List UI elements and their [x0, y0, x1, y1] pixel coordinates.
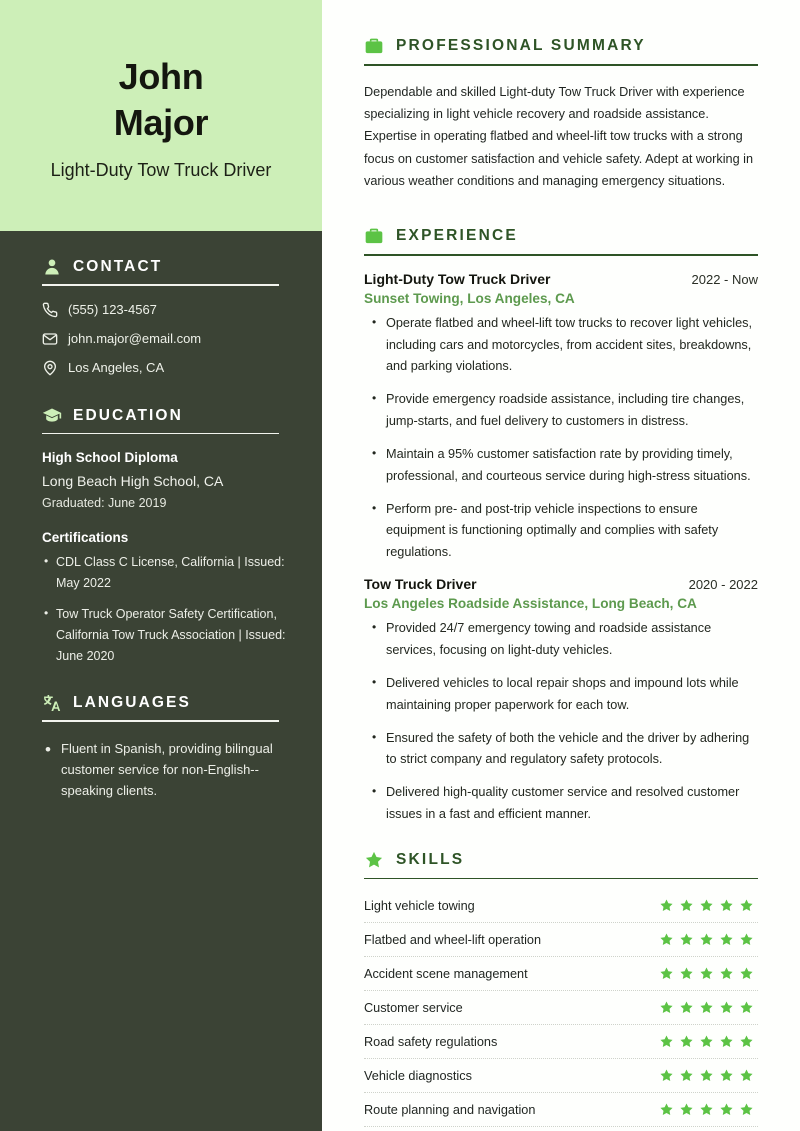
star-icon: [659, 966, 674, 981]
job-date: 2022 - Now: [691, 271, 758, 287]
star-icon: [659, 932, 674, 947]
skill-name: Route planning and navigation: [364, 1102, 536, 1117]
email-icon: [42, 331, 58, 347]
skill-row: [364, 957, 758, 991]
star-icon: [364, 850, 384, 870]
name-header: [0, 0, 322, 231]
job-date: 2020 - 2022: [688, 577, 758, 593]
skill-name: Customer service: [364, 1000, 463, 1015]
job-company: Sunset Towing, Los Angeles, CA: [364, 290, 575, 306]
star-icon: [679, 1102, 694, 1117]
languages-section: [42, 693, 294, 801]
phone-icon: [42, 302, 58, 318]
list-item: • Delivered vehicles to local repair shops and impound lots while maintaining proper paperwork for each tow.: [364, 673, 758, 717]
skill-name: Road safety regulations: [364, 1034, 498, 1049]
main-content: [322, 0, 800, 1131]
star-icon: [719, 1068, 734, 1083]
contact-divider: [42, 284, 279, 286]
summary-heading-row: [364, 36, 758, 56]
summary-text: Dependable and skilled Light-duty Tow Truck Driver with experience specializing in light vehicle recovery and roadside assistance. Expertise in operating flatbed and wheel-lift tow trucks with a strong focus on customer satisfaction and vehicle safety. Adept at working in various weather conditions and managing emergency situations.: [364, 84, 754, 188]
contact-heading-row: [42, 257, 294, 277]
skill-rating: [659, 966, 758, 981]
experience-entry-header: [364, 576, 758, 592]
skills-list: [364, 894, 758, 1127]
list-item: • Operate flatbed and wheel-lift tow trucks to recover light vehicles, including cars and motorcycles, from accident sites, breakdowns, and parking violations.: [364, 313, 758, 379]
skills-heading-row: [364, 850, 758, 870]
star-icon: [719, 966, 734, 981]
education-divider: [42, 433, 279, 435]
skill-rating: [659, 1034, 758, 1049]
skill-name: Vehicle diagnostics: [364, 1068, 472, 1083]
star-icon: [699, 1034, 714, 1049]
languages-heading: LANGUAGES: [73, 694, 191, 711]
sidebar: [0, 0, 322, 1131]
contact-phone-value: (555) 123-4567: [68, 302, 157, 317]
star-icon: [659, 1000, 674, 1015]
experience-entry: [364, 576, 758, 826]
star-icon: [719, 898, 734, 913]
skill-rating: [659, 1068, 758, 1083]
summary-heading: PROFESSIONAL SUMMARY: [396, 37, 646, 54]
contact-section: [42, 257, 294, 376]
star-icon: [679, 932, 694, 947]
contact-location-value: Los Angeles, CA: [68, 360, 165, 375]
skill-rating: [659, 898, 758, 913]
star-icon: [739, 1068, 754, 1083]
education-degree: High School Diploma: [42, 450, 178, 465]
list-item: • Ensured the safety of both the vehicle and the driver by adhering to strict company and regulatory safety protocols.: [364, 728, 758, 772]
languages-list: [42, 738, 294, 801]
star-icon: [679, 966, 694, 981]
star-icon: [659, 1034, 674, 1049]
job-bullets: [364, 618, 758, 826]
star-icon: [719, 1000, 734, 1015]
contact-email: [42, 331, 294, 347]
star-icon: [699, 966, 714, 981]
experience-entry: [364, 271, 758, 564]
education-school: Long Beach High School, CA: [42, 473, 224, 489]
star-icon: [739, 966, 754, 981]
skill-row: [364, 1025, 758, 1059]
star-icon: [679, 1000, 694, 1015]
star-icon: [699, 932, 714, 947]
experience-divider: [364, 254, 758, 256]
job-title: Light-Duty Tow Truck Driver: [50, 159, 272, 180]
skills-divider: [364, 878, 758, 880]
star-icon: [719, 932, 734, 947]
star-icon: [699, 1102, 714, 1117]
experience-heading: EXPERIENCE: [396, 227, 518, 245]
star-icon: [739, 898, 754, 913]
skills-heading: SKILLS: [396, 850, 465, 868]
star-icon: [659, 1102, 674, 1117]
certifications-title: Certifications: [42, 530, 129, 545]
list-item: • Perform pre- and post-trip vehicle inspections to ensure equipment is functioning optimally and complies with safety regulations.: [364, 499, 758, 565]
star-icon: [739, 932, 754, 947]
certifications-list: [42, 552, 294, 667]
translate-icon: [42, 693, 62, 713]
location-pin-icon: [42, 360, 58, 376]
skill-row: [364, 1093, 758, 1127]
star-icon: [679, 1034, 694, 1049]
graduation-cap-icon: [42, 406, 62, 426]
education-date: Graduated: June 2019: [42, 496, 167, 510]
job-bullets: [364, 313, 758, 564]
star-icon: [659, 898, 674, 913]
experience-section: [364, 226, 758, 826]
star-icon: [739, 1102, 754, 1117]
skill-row: [364, 894, 758, 923]
skill-name: Light vehicle towing: [364, 898, 475, 913]
last-name: Major: [113, 101, 209, 143]
skill-row: [364, 991, 758, 1025]
contact-email-value: john.major@email.com: [68, 331, 202, 346]
list-item: • Tow Truck Operator Safety Certification, California Tow Truck Association | Issued: June 2020: [42, 604, 294, 667]
skill-rating: [659, 932, 758, 947]
star-icon: [739, 1000, 754, 1015]
person-icon: [42, 257, 62, 277]
skill-row: [364, 1059, 758, 1093]
star-icon: [719, 1034, 734, 1049]
job-company: Los Angeles Roadside Assistance, Long Beach, CA: [364, 596, 697, 612]
first-name: John: [118, 55, 204, 97]
summary-section: [364, 36, 758, 192]
star-icon: [699, 1000, 714, 1015]
list-item: • CDL Class C License, California | Issued: May 2022: [42, 552, 294, 594]
star-icon: [679, 898, 694, 913]
job-role: Tow Truck Driver: [364, 576, 477, 593]
star-icon: [699, 1068, 714, 1083]
education-heading-row: [42, 406, 294, 426]
contact-location: [42, 360, 294, 376]
skill-name: Flatbed and wheel-lift operation: [364, 932, 542, 947]
list-item: • Delivered high-quality customer service and resolved customer issues in a fast and efficient manner.: [364, 782, 758, 826]
experience-entry-header: [364, 271, 758, 287]
contact-phone: [42, 302, 294, 318]
list-item: • Maintain a 95% customer satisfaction rate by providing timely, professional, and courteous service during high-stress situations.: [364, 444, 758, 488]
summary-divider: [364, 64, 758, 66]
star-icon: [719, 1102, 734, 1117]
briefcase-icon: [364, 36, 384, 56]
skill-rating: [659, 1102, 758, 1117]
experience-heading-row: [364, 226, 758, 246]
star-icon: [739, 1034, 754, 1049]
skills-section: [364, 850, 758, 1128]
list-item: • Provided 24/7 emergency towing and roadside assistance services, focusing on light-duty vehicles.: [364, 618, 758, 662]
job-role: Light-Duty Tow Truck Driver: [364, 270, 551, 287]
skill-name: Accident scene management: [364, 966, 528, 981]
languages-heading-row: [42, 693, 294, 713]
star-icon: [659, 1068, 674, 1083]
list-item: • Fluent in Spanish, providing bilingual customer service for non-English--speaking clients.: [42, 738, 294, 801]
education-section: [42, 406, 294, 668]
star-icon: [699, 898, 714, 913]
briefcase-icon: [364, 226, 384, 246]
education-heading: EDUCATION: [73, 406, 183, 424]
skill-row: [364, 923, 758, 957]
languages-divider: [42, 720, 279, 722]
skill-rating: [659, 1000, 758, 1015]
contact-heading: CONTACT: [73, 258, 163, 275]
star-icon: [679, 1068, 694, 1083]
list-item: • Provide emergency roadside assistance, including tire changes, jump-starts, and fuel delivery to customers in distress.: [364, 389, 758, 433]
sidebar-body: [0, 231, 322, 827]
